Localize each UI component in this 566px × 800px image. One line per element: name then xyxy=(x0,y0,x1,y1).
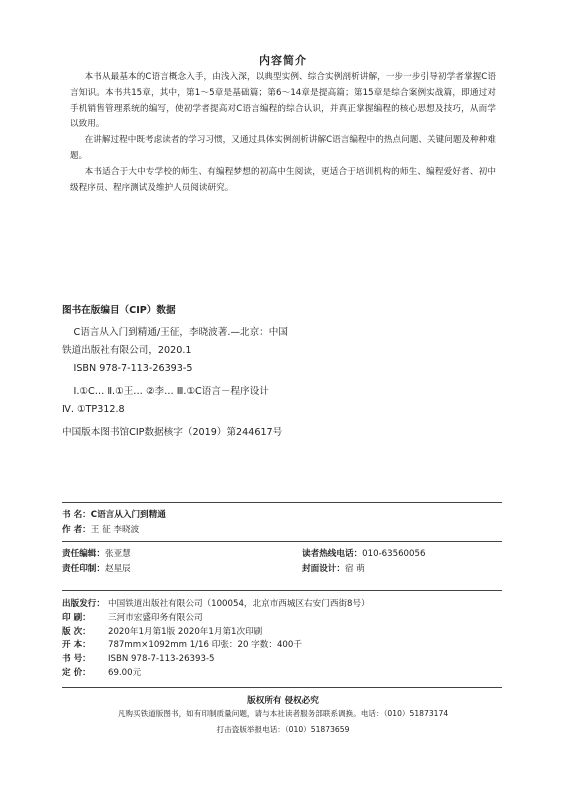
summary-title: 内容简介 xyxy=(259,54,307,67)
row-value: 2020年1月第1版 2020年1月第1次印刷 xyxy=(108,626,263,637)
cover-info xyxy=(302,562,365,574)
row-value: 787mm×1092mm 1/16 印张：20 字数：400千 xyxy=(108,640,302,651)
row-label: 定 价： xyxy=(62,667,91,678)
row-value: 69.00元 xyxy=(108,667,142,678)
book-name-value: C语言从入门到精通 xyxy=(90,510,166,520)
cip-title: 图书在版编目（CIP）数据 xyxy=(62,305,176,316)
price-row xyxy=(62,667,370,681)
editor-value: 张亚慧 xyxy=(104,549,131,559)
summary-text xyxy=(70,70,496,196)
piracy-hotline: 打击盗版举报电话：（010）51873659 xyxy=(216,725,350,734)
row-label: 印 刷： xyxy=(62,612,91,623)
divider xyxy=(62,541,502,542)
cip-line: 铁道出版社有限公司，2020.1 xyxy=(62,345,192,356)
quality-notice: 凡购买铁道版图书，如有印制质量问题，请与本社读者服务部联系调换。电话：（010）51873174 xyxy=(117,709,449,718)
print-label: 责任印制： xyxy=(62,564,105,574)
row-label: 出版发行： xyxy=(62,599,105,609)
editor-info xyxy=(62,547,131,559)
row-label: 开 本： xyxy=(62,640,91,651)
row-value: 三河市宏盛印务有限公司 xyxy=(108,612,203,623)
cip-subject: Ⅰ.①C… Ⅱ.①王… ②李… Ⅲ.①C语言－程序设计 xyxy=(73,386,269,397)
publishing-block xyxy=(62,598,370,681)
rights-title: 版权所有 侵权必究 xyxy=(247,696,319,706)
cip-block xyxy=(62,324,502,442)
row-label: 版 次： xyxy=(62,626,91,637)
cip-subject: Ⅳ. ①TP312.8 xyxy=(62,404,125,415)
printer-row xyxy=(62,612,370,626)
hotline-value: 010-63560056 xyxy=(362,549,426,559)
cover-label: 封面设计： xyxy=(302,564,345,574)
editor-label: 责任编辑： xyxy=(62,549,105,559)
author-value: 王 征 李晓波 xyxy=(90,525,140,535)
divider xyxy=(62,502,502,503)
divider xyxy=(62,687,502,688)
summary-paragraph: 本书从最基本的C语言概念入手，由浅入深，以典型实例、综合实例剖析讲解，一步一步引导初学者掌握C语言知识。本书共15章，其中，第1～5章是基础篇；第6～14章是提高篇；第15章是综合案例实战篇，即通过对手机销售管理系统的编写，使初学者提高对C语言编程的综合认识，并真正掌握编程的核心思想及技巧，从而学以致用。 xyxy=(70,72,496,130)
print-value: 赵星辰 xyxy=(104,564,131,574)
book-name xyxy=(62,508,166,520)
print-info xyxy=(62,562,131,574)
row-value: 中国铁道出版社有限公司（100054，北京市西城区右安门西街8号） xyxy=(108,599,370,609)
cip-isbn: ISBN 978-7-113-26393-5 xyxy=(73,363,193,374)
row-value: ISBN 978-7-113-26393-5 xyxy=(108,654,215,665)
edition-row xyxy=(62,626,370,640)
cip-line: C语言从入门到精通/王征，李晓波著.—北京：中国 xyxy=(73,327,288,338)
book-author xyxy=(62,523,139,535)
summary-paragraph: 在讲解过程中既考虑读者的学习习惯，又通过具体实例剖析讲解C语言编程中的热点问题、关键问题及种种难题。 xyxy=(70,135,496,161)
summary-paragraph: 本书适合于大中专学校的师生、有编程梦想的初高中生阅读，更适合于培训机构的师生、编程爱好者、初中级程序员、程序测试及维护人员阅读研究。 xyxy=(70,166,496,193)
publisher-row xyxy=(62,598,370,612)
divider xyxy=(62,590,502,591)
cover-value: 宿 萌 xyxy=(344,564,365,574)
book-name-label: 书 名： xyxy=(62,510,91,520)
isbn-row xyxy=(62,653,370,667)
author-label: 作 者： xyxy=(62,525,91,535)
row-label: 书 号： xyxy=(62,654,91,665)
hotline-label: 读者热线电话： xyxy=(302,549,363,559)
hotline-info xyxy=(302,547,425,559)
cip-number: 中国版本图书馆CIP数据核字（2019）第244617号 xyxy=(62,427,283,438)
format-row xyxy=(62,639,370,653)
